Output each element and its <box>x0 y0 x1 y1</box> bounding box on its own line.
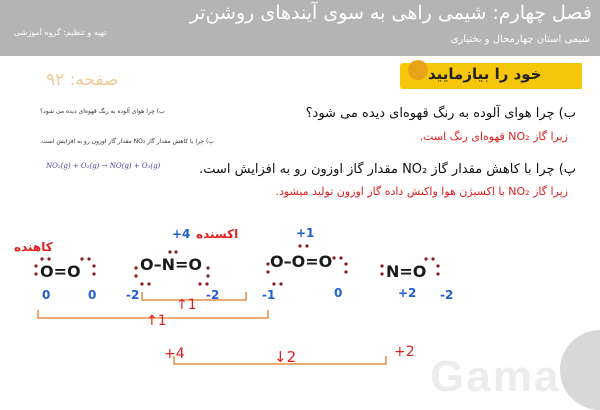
answer-2: زیرا گاز NO₂ با اکسیژن هوا واکنش داده گاز اوزون تولید میشود. <box>275 185 568 198</box>
reaction-equation: NO₂(g) + O₂(g) → NO(g) + O₃(g) <box>46 162 161 170</box>
molecule-no2: O–N=O <box>140 255 202 274</box>
charge-o2-right: 0 <box>88 288 97 302</box>
molecule-o2: O=O <box>40 262 81 281</box>
banner-label: خود را بیازمایید <box>428 65 542 83</box>
n-oxidation-from: +4 <box>164 346 185 362</box>
charge-no2-o-left: -2 <box>126 288 140 302</box>
textbook-question-1: ب) چرا هوای آلوده به رنگ قهوه‌ای دیده می شود؟ <box>40 108 165 115</box>
chapter-subtitle: شیمی استان چهارمحال و بختیاری <box>450 34 590 45</box>
charge-o2-left: 0 <box>42 288 51 302</box>
charge-no2-n: +4 <box>172 227 191 241</box>
textbook-question-2: پ) چرا با کاهش مقدار گاز NO₂ مقدار گاز اوزون رو به افزایش است. <box>40 138 214 145</box>
molecule-o3: O–O=O <box>270 252 333 271</box>
page-number: صفحه: ۹۲ <box>46 70 119 90</box>
charge-o3-center: +1 <box>296 226 315 240</box>
n-oxidation-to: +2 <box>394 344 415 360</box>
question-1: ب) چرا هوای آلوده به رنگ قهوه‌ای دیده می شود؟ <box>305 106 576 121</box>
reducer-label: کاهنده <box>14 240 53 254</box>
n-change: ↓2 <box>274 348 297 366</box>
oxygen-gain: ↑1 <box>176 297 197 313</box>
charge-o3-right: 0 <box>334 286 343 300</box>
chapter-title: فصل چهارم: شیمی راهی به سوی آیندهای روشن‌تر <box>189 2 592 24</box>
oxidizer-label: اکسنده <box>196 227 239 241</box>
author-credit: تهیه و تنظیم: گروه آموزشی <box>14 28 107 37</box>
question-2: پ) چرا با کاهش مقدار گاز NO₂ مقدار گاز اوزون رو به افزایش است. <box>199 162 576 177</box>
charge-no-o: -2 <box>440 288 454 302</box>
watermark-logo: Gama <box>430 352 561 401</box>
oxygen-gain-total: ↑1 <box>146 313 167 329</box>
answer-1: زیرا گاز NO₂ قهوه‌ای رنگ است. <box>419 130 568 143</box>
charge-no-n: +2 <box>398 286 417 300</box>
charge-o3-left: -1 <box>262 288 276 302</box>
molecule-no: N=O <box>386 262 427 281</box>
charge-no2-o-right: -2 <box>206 288 220 302</box>
